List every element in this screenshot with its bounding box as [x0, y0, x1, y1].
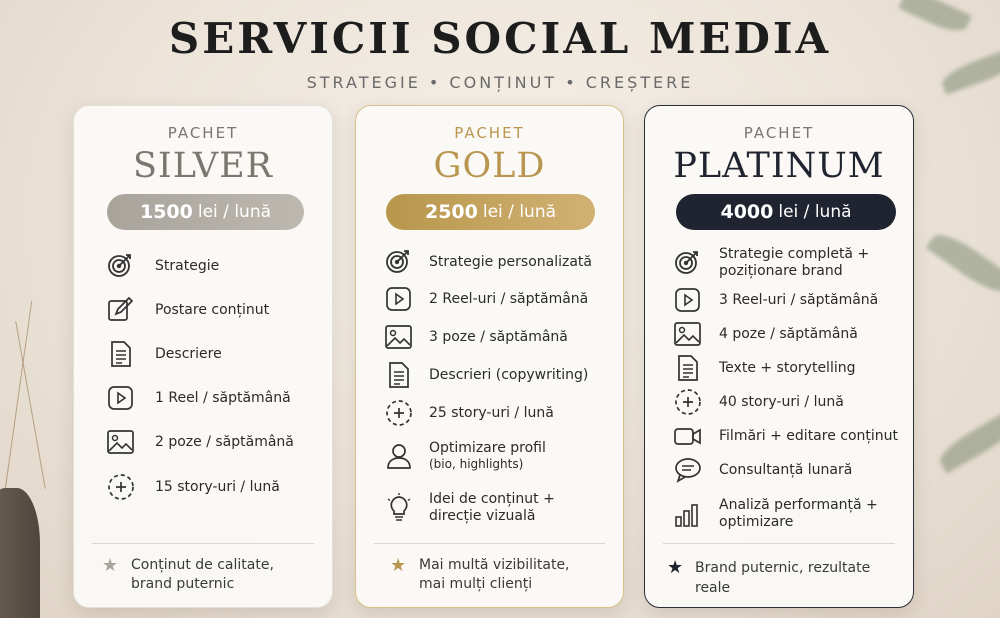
feature-item [106, 295, 322, 325]
feature-text: Postare conținut [155, 301, 270, 318]
price-badge [386, 194, 595, 230]
feature-item [384, 322, 613, 352]
feature-text: Descrieri (copywriting) [429, 366, 589, 383]
leaf-decoration [926, 227, 1000, 300]
feature-text: 2 poze / săptămână [155, 433, 294, 450]
price-amount: 4000 [720, 201, 774, 223]
feature-text: 3 Reel-uri / săptămână [719, 291, 879, 308]
package-name: GOLD [433, 146, 546, 186]
document-icon [384, 360, 414, 390]
package-name: SILVER [132, 146, 274, 186]
divider [374, 543, 605, 544]
feature-text: Texte + storytelling [719, 359, 856, 376]
feature-item [384, 247, 613, 277]
feature-text: 1 Reel / săptămână [155, 389, 291, 406]
feature-text: Filmări + editare conținut [719, 427, 899, 444]
footer-text: Brand puternic, rezultate reale [695, 560, 871, 596]
image-icon [106, 427, 136, 457]
leaf-decoration [935, 410, 1000, 473]
user-icon [384, 441, 414, 471]
story-plus-icon [106, 472, 136, 502]
feature-item [673, 285, 903, 315]
story-plus-icon [384, 398, 414, 428]
play-icon [384, 284, 414, 314]
feature-item [673, 246, 903, 280]
feature-item [673, 421, 903, 451]
image-icon [673, 319, 703, 349]
dried-grass-decoration [15, 321, 46, 489]
image-icon [384, 322, 414, 352]
feature-text [429, 440, 546, 472]
package-card-platinum [644, 105, 914, 608]
star-icon: ★ [102, 555, 119, 576]
feature-text: Consultanță lunară [719, 461, 853, 478]
package-card-silver [73, 105, 333, 608]
feature-text: 2 Reel-uri / săptămână [429, 290, 589, 307]
footer-text: Mai multă vizibilitate, mai mulți clienți [419, 557, 570, 592]
price-unit: lei / lună [778, 202, 852, 222]
package-footer [102, 556, 318, 594]
feature-text: 15 story-uri / lună [155, 478, 280, 495]
feature-item [673, 455, 903, 485]
feature-item [106, 427, 322, 457]
package-prefix: PACHET [454, 124, 525, 142]
feature-item [673, 497, 903, 531]
target-icon [384, 247, 414, 277]
feature-item [384, 491, 613, 525]
feature-item [673, 387, 903, 417]
feature-text: 25 story-uri / lună [429, 404, 554, 421]
video-camera-icon [673, 421, 703, 451]
analytics-icon [673, 499, 703, 529]
feature-text: Analiză performanță + optimizare [719, 497, 878, 530]
feature-item [106, 383, 322, 413]
document-icon [673, 353, 703, 383]
lightbulb-icon [384, 493, 414, 523]
footer-text: Conținut de calitate, brand puternic [131, 557, 274, 592]
feature-item [106, 472, 322, 502]
divider [663, 543, 895, 544]
play-icon [673, 285, 703, 315]
feature-item [106, 251, 322, 281]
feature-item [673, 319, 903, 349]
feature-text: Descriere [155, 345, 222, 362]
package-card-gold [355, 105, 624, 608]
feature-item [384, 284, 613, 314]
feature-text: Strategie completă + poziționare brand [719, 246, 870, 279]
vase-decoration [0, 488, 40, 618]
story-plus-icon [673, 387, 703, 417]
feature-text: 3 poze / săptămână [429, 328, 568, 345]
feature-text: 40 story-uri / lună [719, 393, 844, 410]
package-footer [390, 556, 609, 594]
target-icon [106, 251, 136, 281]
play-icon [106, 383, 136, 413]
page-title: SERVICII SOCIAL MEDIA [168, 14, 832, 63]
feature-item [106, 339, 322, 369]
edit-icon [106, 295, 136, 325]
package-prefix: PACHET [743, 124, 815, 142]
star-icon: ★ [667, 557, 684, 578]
price-unit: lei / lună [482, 202, 557, 222]
star-icon: ★ [390, 555, 407, 576]
price-badge [676, 194, 896, 230]
page-subtitle: STRATEGIE • CONȚINUT • CREȘTERE [306, 73, 694, 92]
price-badge [107, 194, 304, 230]
package-prefix: PACHET [167, 124, 239, 142]
price-amount: 2500 [424, 201, 478, 223]
target-icon [673, 248, 703, 278]
feature-text: Strategie personalizată [429, 253, 592, 270]
divider [92, 543, 314, 544]
feature-text: 4 poze / săptămână [719, 325, 858, 342]
feature-item [384, 440, 613, 472]
price-amount: 1500 [139, 201, 193, 223]
feature-title: Optimizare profil [429, 440, 546, 456]
feature-text: Idei de conținut + direcție vizuală [429, 491, 555, 524]
feature-item [384, 398, 613, 428]
feature-subtext: (bio, highlights) [429, 457, 524, 471]
price-unit: lei / lună [197, 202, 272, 222]
feature-item [384, 360, 613, 390]
document-icon [106, 339, 136, 369]
feature-item [673, 353, 903, 383]
package-name: PLATINUM [673, 146, 885, 186]
chat-icon [673, 455, 703, 485]
package-footer [667, 558, 899, 598]
feature-text: Strategie [155, 257, 220, 274]
